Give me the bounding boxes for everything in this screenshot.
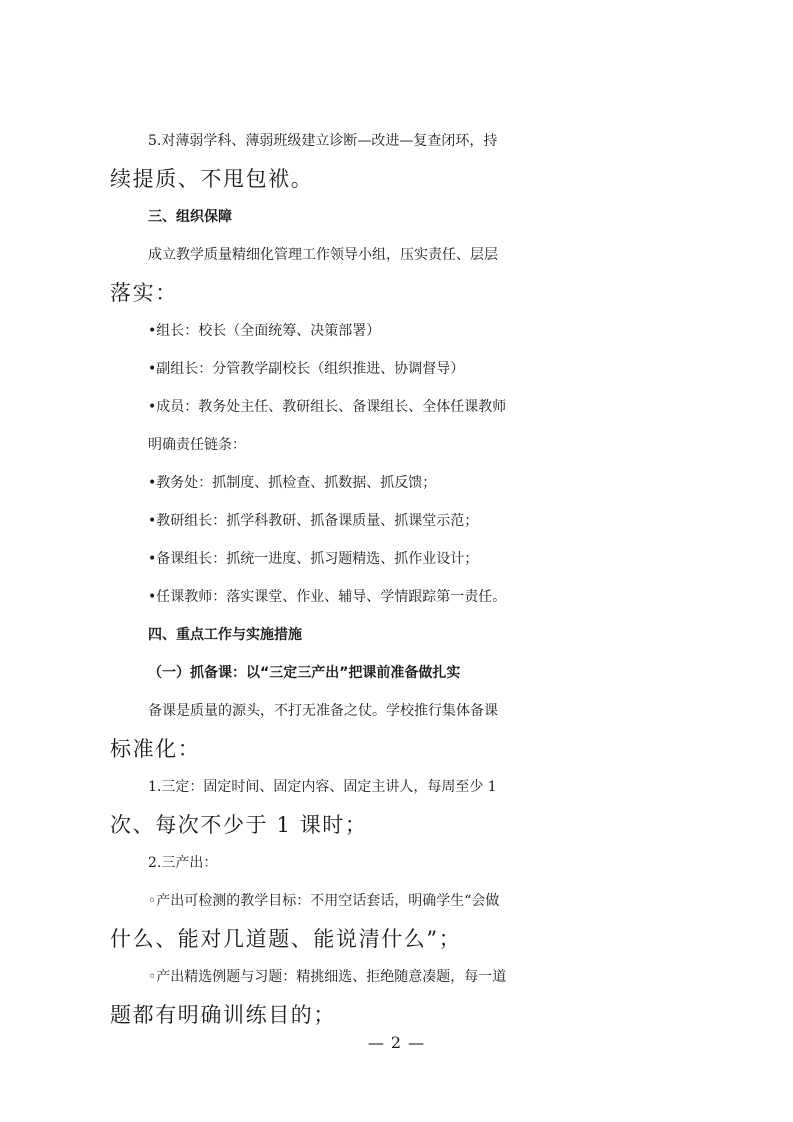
bullet-item: •成员：教务处主任、教研组长、备课组长、全体任课教师 bbox=[148, 399, 507, 415]
paragraph-line: 1.三定：固定时间、固定内容、固定主讲人，每周至少 1 bbox=[148, 779, 497, 795]
bullet-item: •组长：校长（全面统筹、决策部署） bbox=[148, 323, 381, 339]
section-heading: 四、重点工作与实施措施 bbox=[148, 627, 302, 643]
paragraph-line: 成立教学质量精细化管理工作领导小组，压实责任、层层 bbox=[148, 247, 498, 263]
sub-bullet-item: ◦产出精选例题与习题：精挑细选、拒绝随意凑题，每一道 bbox=[148, 969, 507, 985]
paragraph-line: 落实： bbox=[110, 281, 178, 305]
bullet-item: •教务处：抓制度、抓检查、抓数据、抓反馈； bbox=[148, 475, 437, 491]
bullet-item: •备课组长：抓统一进度、抓习题精选、抓作业设计； bbox=[148, 551, 479, 567]
paragraph-line: 题都有明确训练目的； bbox=[110, 1003, 336, 1027]
paragraph-line: 5.对薄弱学科、薄弱班级建立诊断—改进—复查闭环，持 bbox=[148, 133, 498, 149]
section-heading: 三、组织保障 bbox=[148, 209, 232, 225]
paragraph-line: 2.三产出： bbox=[148, 855, 218, 871]
paragraph-line: 什么、能对几道题、能说清什么”； bbox=[110, 927, 462, 951]
paragraph-line: 次、每次不少于 1 课时； bbox=[110, 813, 368, 837]
subsection-heading: （一）抓备课：以“三定三产出”把课前准备做扎实 bbox=[148, 665, 461, 681]
sub-bullet-item: ◦产出可检测的教学目标：不用空话套话，明确学生“会做 bbox=[148, 893, 500, 909]
bullet-item: •任课教师：落实课堂、作业、辅导、学情跟踪第一责任。 bbox=[148, 589, 507, 605]
paragraph-line: 标准化： bbox=[110, 737, 201, 761]
page-number: — 2 — bbox=[367, 1033, 426, 1052]
bullet-item: •副组长：分管教学副校长（组织推进、协调督导） bbox=[148, 361, 465, 377]
paragraph-line: 明确责任链条： bbox=[148, 437, 246, 453]
paragraph-line: 备课是质量的源头，不打无准备之仗。学校推行集体备课 bbox=[148, 703, 498, 719]
paragraph-line: 续提质、不甩包袱。 bbox=[110, 167, 314, 191]
bullet-item: •教研组长：抓学科教研、抓备课质量、抓课堂示范； bbox=[148, 513, 479, 529]
